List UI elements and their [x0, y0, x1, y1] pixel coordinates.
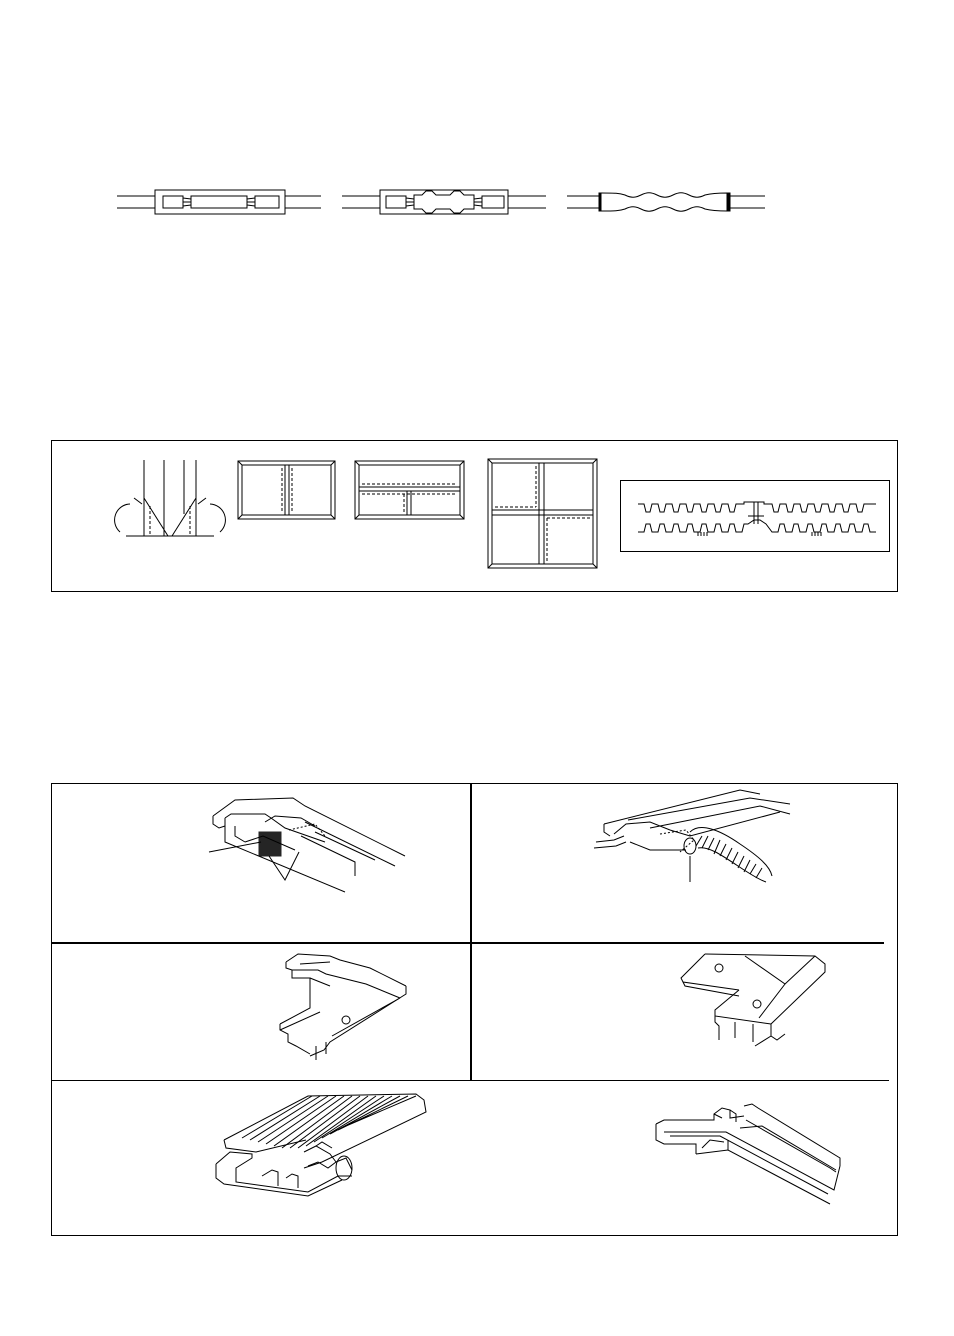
connector-row — [0, 0, 954, 260]
two-piece-frame — [237, 460, 337, 520]
four-piece-frame — [487, 458, 599, 570]
panel-divider-row1 — [51, 942, 884, 944]
straight-sleeve-splice — [115, 182, 325, 222]
serrated-joint-profile — [636, 494, 880, 538]
outer-corner-piece — [675, 950, 835, 1062]
heat-shrunk-splice — [565, 182, 775, 222]
profile-with-cable-insert — [205, 796, 415, 896]
open-channel-rail — [650, 1100, 846, 1204]
panel-divider-row2 — [51, 1080, 889, 1081]
three-piece-frame — [354, 460, 466, 520]
profile-with-corrugated-conduit — [590, 784, 800, 894]
mitre-cut-corner — [112, 458, 222, 540]
ribbed-cover-with-base — [212, 1092, 434, 1204]
inner-corner-piece — [270, 950, 416, 1062]
crimped-sleeve-splice — [340, 182, 550, 222]
panel-divider-vertical — [470, 783, 472, 1081]
